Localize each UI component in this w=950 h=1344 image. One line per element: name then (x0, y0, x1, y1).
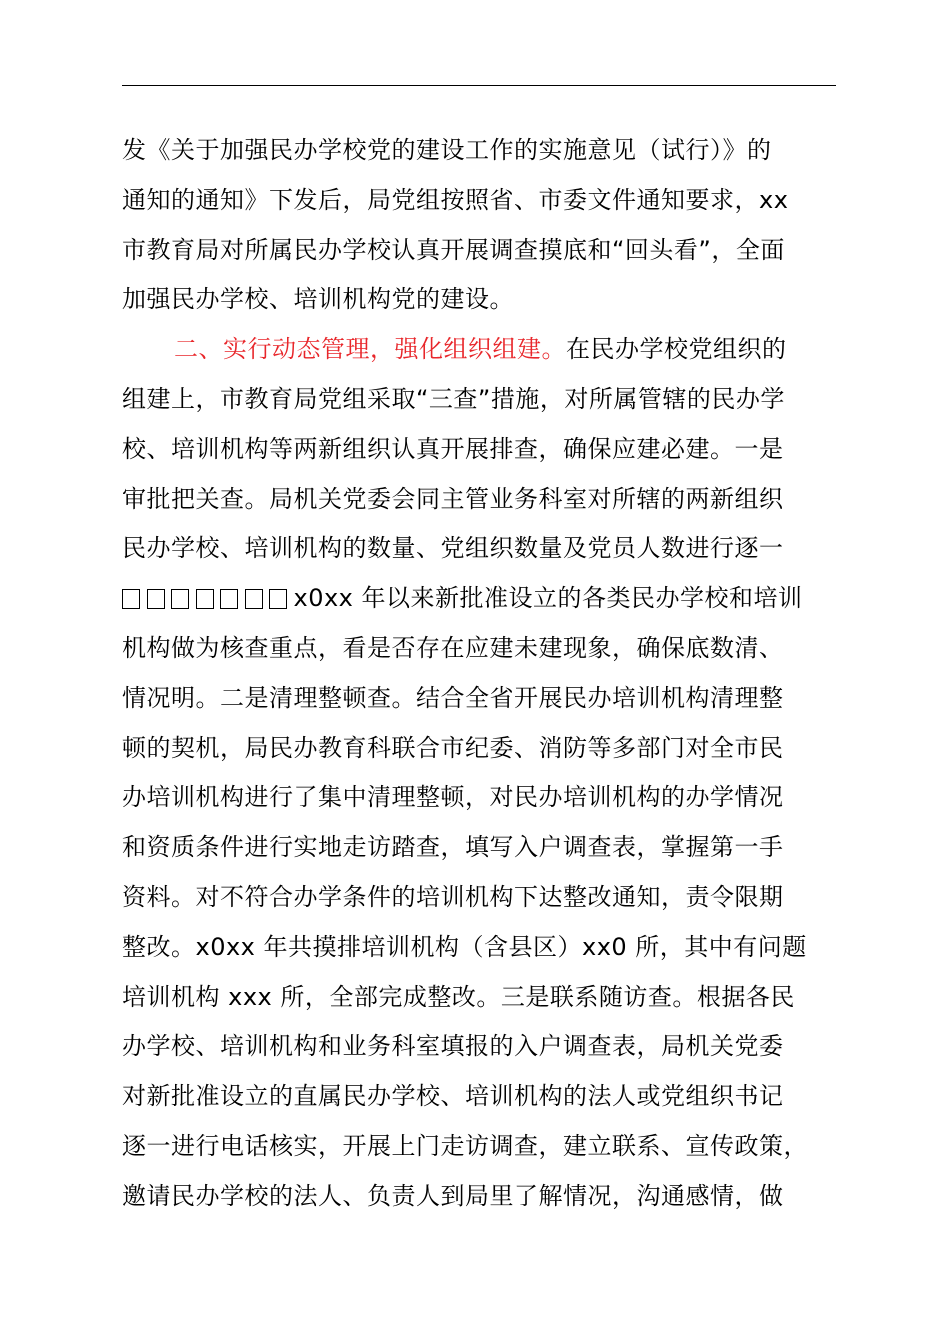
missing-glyph-box (171, 589, 189, 609)
missing-glyph-box (147, 589, 165, 609)
section-heading-line (122, 325, 852, 375)
text-line-12: 情况明。二是清理整顿查。结合全省开展民办培训机构清理整 (122, 683, 784, 712)
section-heading-continuation: 在民办学校党组织的 (566, 335, 787, 364)
text-line-10-content: x0xx 年以来新批准设立的各类民办学校和培训 (293, 584, 803, 613)
text-line-13: 顿的契机，局民办教育科联合市纪委、消防等多部门对全市民 (122, 733, 784, 762)
missing-glyph-box (269, 589, 287, 609)
text-line-2: 通知的通知》下发后，局党组按照省、市委文件通知要求，xx (122, 185, 789, 214)
text-line-1: 发《关于加强民办学校党的建设工作的实施意见（试行）》的 (122, 136, 772, 164)
header-rule (122, 85, 836, 86)
missing-glyph-box (220, 589, 238, 609)
text-line-22: 邀请民办学校的法人、负责人到局里了解情况，沟通感情，做 (122, 1181, 784, 1210)
section-heading: 二、实行动态管理，强化组织组建。 (174, 335, 566, 364)
text-line-4: 加强民办学校、培训机构党的建设。 (122, 285, 514, 314)
text-line-14: 办培训机构进行了集中清理整顿，对民办培训机构的办学情况 (122, 783, 784, 812)
text-line-19: 办学校、培训机构和业务科室填报的入户调查表，局机关党委 (122, 1032, 784, 1061)
text-line-16: 资料。对不符合办学条件的培训机构下达整改通知，责令限期 (122, 882, 784, 911)
text-line-6: 组建上，市教育局党组采取“三查”措施，对所属管辖的民办学 (122, 384, 785, 413)
text-line-18: 培训机构 xxx 所，全部完成整改。三是联系随访查。根据各民 (122, 982, 795, 1011)
text-line-8: 审批把关查。局机关党委会同主管业务科室对所辖的两新组织 (122, 484, 784, 513)
text-line-11: 机构做为核查重点，看是否存在应建未建现象，确保底数清、 (122, 633, 784, 662)
document-body (122, 126, 852, 1222)
text-line-15: 和资质条件进行实地走访踏查，填写入户调查表，掌握第一手 (122, 833, 784, 862)
text-line-3: 市教育局对所属民办学校认真开展调查摸底和“回头看”，全面 (122, 235, 785, 264)
text-line-7: 校、培训机构等两新组织认真开展排查，确保应建必建。一是 (122, 434, 784, 463)
text-line-17: 整改。x0xx 年共摸排培训机构（含县区）xx0 所，其中有问题 (122, 932, 807, 961)
text-line-21: 逐一进行电话核实，开展上门走访调查，建立联系、宣传政策， (122, 1131, 808, 1160)
missing-glyph-box (245, 589, 263, 609)
text-line-9: 民办学校、培训机构的数量、党组织数量及党员人数进行逐一 (122, 534, 784, 563)
text-line-20: 对新批准设立的直属民办学校、培训机构的法人或党组织书记 (122, 1082, 784, 1111)
text-line-10 (122, 574, 852, 624)
missing-glyph-box (196, 589, 214, 609)
missing-glyph-box (122, 589, 140, 609)
